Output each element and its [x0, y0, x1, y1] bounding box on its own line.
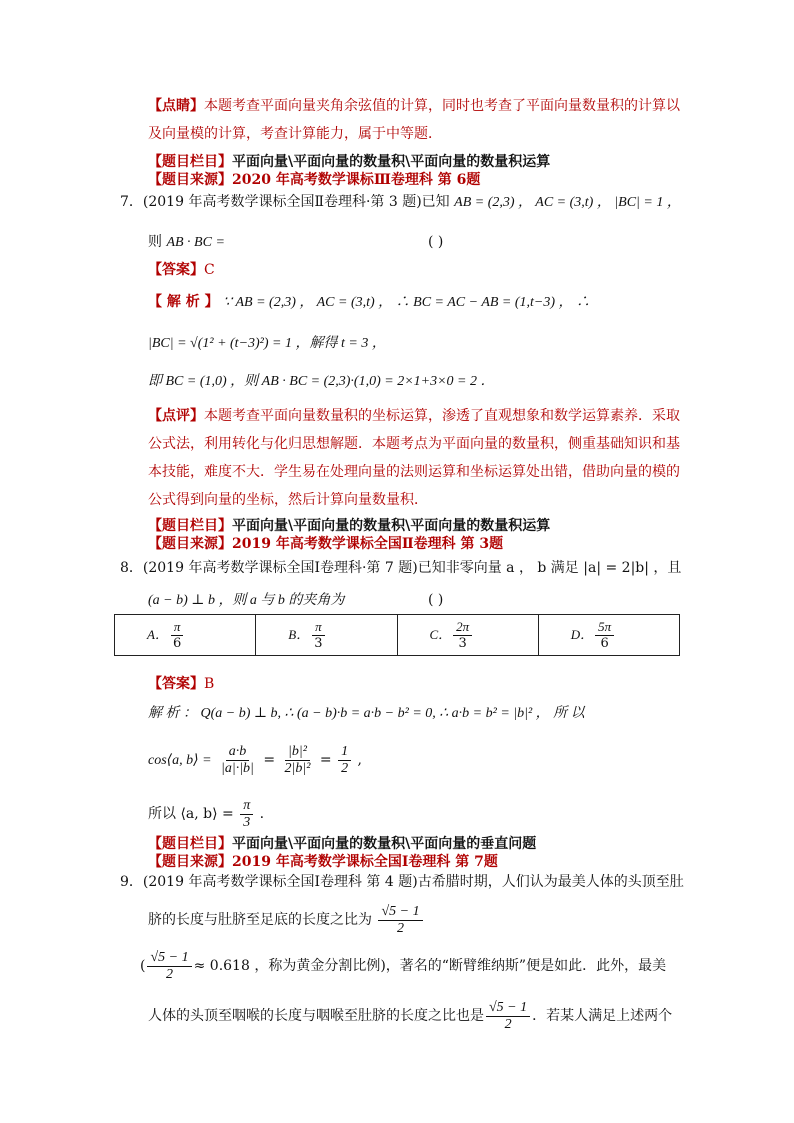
column-text: 平面向量\平面向量的数量积\平面向量的数量积运算	[232, 154, 551, 170]
q7-line2-math: AB · BC =	[166, 235, 225, 250]
q9-stem-line4: 人体的头顶至咽喉的长度与咽喉至肚脐的长度之比也是 $\frac{√5 - 1}{2}$ ．若某人满足上述两个	[148, 999, 673, 1032]
frac-3: $\frac{1}{2}$	[338, 744, 351, 777]
q8-source	[148, 852, 498, 872]
option-b: B． $\frac{\pi}{3}$	[256, 615, 397, 656]
comment-text: 本题考查平面向量夹角余弦值的计算，同时也考查了平面向量数量积的计算以	[204, 98, 680, 114]
q7-line2	[148, 232, 225, 253]
q7-comment-line3: 本技能，难度不大．学生易在处理向量的法则运算和坐标运算处出错，借助向量的模的	[148, 464, 680, 480]
result-frac: $\frac{\pi}{3}$	[240, 798, 253, 831]
q8-stem-line2-text: (a − b) ⊥ b ，则 a 与 b 的夹角为	[148, 593, 345, 608]
golden-frac-2: $\frac{√5 - 1}{2}$	[147, 950, 191, 983]
answer-value: B	[204, 676, 215, 692]
analysis-math: ∵ AB = (2,3) ， AC = (3,t) ， ∴ BC = AC − AB = (1,t−3) ， ∴	[223, 295, 591, 310]
column-tag: 【题目栏目】	[148, 836, 232, 852]
q6-comment-line2: 及向量模的计算，考查计算能力，属于中等题．	[148, 126, 442, 142]
q8-analysis-line2: cos⟨a, b⟩ = $\frac{a\cdot b}{|a|\cdot|b|}$ = $\frac{\text{|b|²}}{\text{2|b|²}}$ = $\frac{1}{2}$ ,	[148, 743, 362, 776]
source-tag: 【题目来源】	[148, 536, 232, 552]
q7-comment-line2: 公式法，利用转化与化归思想解题．本题考点为平面向量的数量积，侧重基础知识和基	[148, 436, 680, 452]
comment-text: 本题考查平面向量数量积的坐标运算，渗透了直观想象和数学运算素养．采取	[204, 408, 680, 424]
source-text: 2019 年高考数学课标全国Ⅰ卷理科 第 7题	[232, 854, 498, 870]
q7-stem-math: AB = (2,3) ， AC = (3,t) ， |BC| = 1 ，	[454, 195, 681, 210]
q6-column	[148, 152, 550, 172]
frac-1: $\frac{a\cdot b}{|a|\cdot|b|}$	[221, 743, 254, 776]
q9-stem-line2: 脐的长度与肚脐至足底的长度之比为 $\frac{√5 - 1}{2}$	[148, 900, 425, 940]
comment-tag: 【点睛】	[148, 98, 204, 114]
q7-stem	[120, 192, 681, 213]
option-d: D． $\frac{5\pi}{6}$	[538, 615, 679, 656]
q7-analysis-line1	[148, 292, 590, 313]
q8-analysis-line3: 所以 ⟨a, b⟩ = $\frac{\pi}{3}$ .	[148, 797, 265, 830]
q8-answer	[148, 674, 214, 694]
q8-options-table	[114, 614, 680, 656]
q8-stem-line2	[148, 590, 344, 611]
q9-stem-line1: 9．(2019 年高考数学课标全国Ⅰ卷理科 第 4 题)古希腊时期，人们认为最美人体的头顶至肚	[120, 874, 684, 890]
frac-2: $\frac{\text{|b|²}}{\text{2|b|²}}$	[284, 743, 311, 776]
option-a: A． $\frac{\pi}{6}$	[115, 615, 256, 656]
column-text: 平面向量\平面向量的数量积\平面向量的垂直问题	[232, 836, 537, 852]
q8-paren: ( )	[428, 592, 444, 608]
column-tag: 【题目栏目】	[148, 518, 232, 534]
q8-column	[148, 834, 536, 854]
comment-tag: 【点评】	[148, 408, 204, 424]
q7-analysis-line2: |BC| = √(1² + (t−3)²) = 1 ，解得 t = 3 ，	[148, 336, 386, 351]
q7-analysis-line3: 即 BC = (1,0) ，则 AB · BC = (2,3)·(1,0) = 2×1+3×0 = 2 ．	[148, 374, 495, 389]
option-c: C． $\frac{2\pi}{3}$	[397, 615, 538, 656]
q7-line2-prefix: 则	[148, 234, 162, 250]
column-text: 平面向量\平面向量的数量积\平面向量的数量积运算	[232, 518, 551, 534]
analysis-tag: 【 解 析 】	[148, 294, 219, 310]
q8-analysis-line1: 解 析 ： Q(a − b) ⊥ b, ∴ (a − b)·b = a·b − b² = 0, ∴ a·b = b² = |b|² ， 所 以	[148, 706, 585, 721]
q7-answer	[148, 260, 215, 280]
golden-frac-3: $\frac{√5 - 1}{2}$	[486, 1000, 530, 1033]
source-tag: 【题目来源】	[148, 854, 232, 870]
q6-source	[148, 170, 480, 190]
q8-stem-line1: 8．(2019 年高考数学课标全国Ⅰ卷理科·第 7 题)已知非零向量 a ， b 满足 |a| = 2|b| ，且	[120, 560, 682, 576]
source-text: 2020 年高考数学课标Ⅲ卷理科 第 6题	[232, 172, 481, 188]
q7-source	[148, 534, 503, 554]
q7-column	[148, 516, 550, 536]
column-tag: 【题目栏目】	[148, 154, 232, 170]
source-text: 2019 年高考数学课标全国Ⅱ卷理科 第 3题	[232, 536, 504, 552]
q7-stem-prefix: 7．(2019 年高考数学课标全国Ⅱ卷理科·第 3 题)已知	[120, 194, 450, 210]
answer-tag: 【答案】	[148, 676, 204, 692]
answer-value: C	[204, 262, 215, 278]
q6-comment	[148, 96, 680, 116]
q7-paren: ( )	[428, 234, 444, 250]
q7-comment-line4: 公式得到向量的坐标，然后计算向量数量积．	[148, 492, 428, 508]
answer-tag: 【答案】	[148, 262, 204, 278]
source-tag: 【题目来源】	[148, 172, 232, 188]
q7-comment	[148, 406, 680, 426]
q9-stem-line3: ( $\frac{√5 - 1}{2}$ ≈ 0.618 ，称为黄金分割比例)，著名的“断臂维纳斯”便是如此．此外，最美	[140, 949, 667, 982]
golden-frac: $\frac{√5 - 1}{2}$	[378, 904, 422, 937]
